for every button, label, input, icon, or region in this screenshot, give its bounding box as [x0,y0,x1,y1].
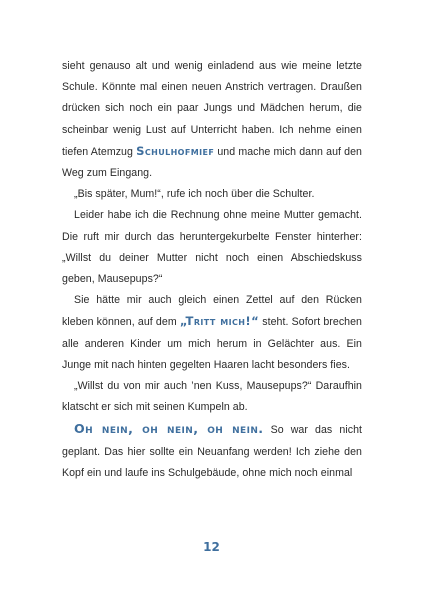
body-text [62,56,362,484]
text-segment: und mache mich dann auf den Weg zum Eingang. [62,145,362,180]
text-segment: Leider habe ich die Rechnung ohne meine Mutter gemacht. Die ruft mir durch das heruntergekurbelte Fenster hinterher: „Willst du deiner Mutter nicht noch einen Abschiedskuss geben, Mausepups?“ [62,209,362,286]
text-segment: sieht genauso alt und wenig einladend aus wie meine letzte Schule. Könnte mal einen neuen Anstrich vertragen. Draußen drücken sich noch ein paar Jungs und Mädchen herum, die scheinbar wenig Lust auf Unterricht haben. Ich nehme einen tiefen Atemzug [62,60,362,158]
text-segment: „Bis später, Mum!“, rufe ich noch über die Schulter. [74,188,315,201]
paragraph [62,205,362,290]
text-segment: So war das nicht geplant. Das hier sollte ein Neuanfang werden! Ich ziehe den Kopf ein und laufe ins Schulgebäude, ohne mich noch einmal [62,424,363,479]
text-segment: „Willst du von mir auch ’nen Kuss, Mausepups?“ Daraufhin klatscht er sich mit seinen Kumpeln ab. [62,380,362,414]
paragraph [62,56,362,184]
paragraph [62,376,362,418]
page-number: 12 [203,540,220,554]
paragraph [62,290,362,376]
paragraph [62,184,362,205]
emphasized-text: Schulhofmief [136,143,215,158]
paragraph [62,418,362,484]
text-segment: steht. Sofort brechen alle anderen Kinder um mich herum in Gelächter aus. Ein Junge mit nach hinten gegelten Haaren lacht besonders fies. [62,316,362,371]
text-segment: Sie hätte mir auch gleich einen Zettel auf den Rücken kleben können, auf dem [62,294,362,329]
emphasized-text: Oh nein, oh nein, oh nein. [74,421,264,437]
emphasized-text: „Tritt mich!“ [179,314,260,329]
